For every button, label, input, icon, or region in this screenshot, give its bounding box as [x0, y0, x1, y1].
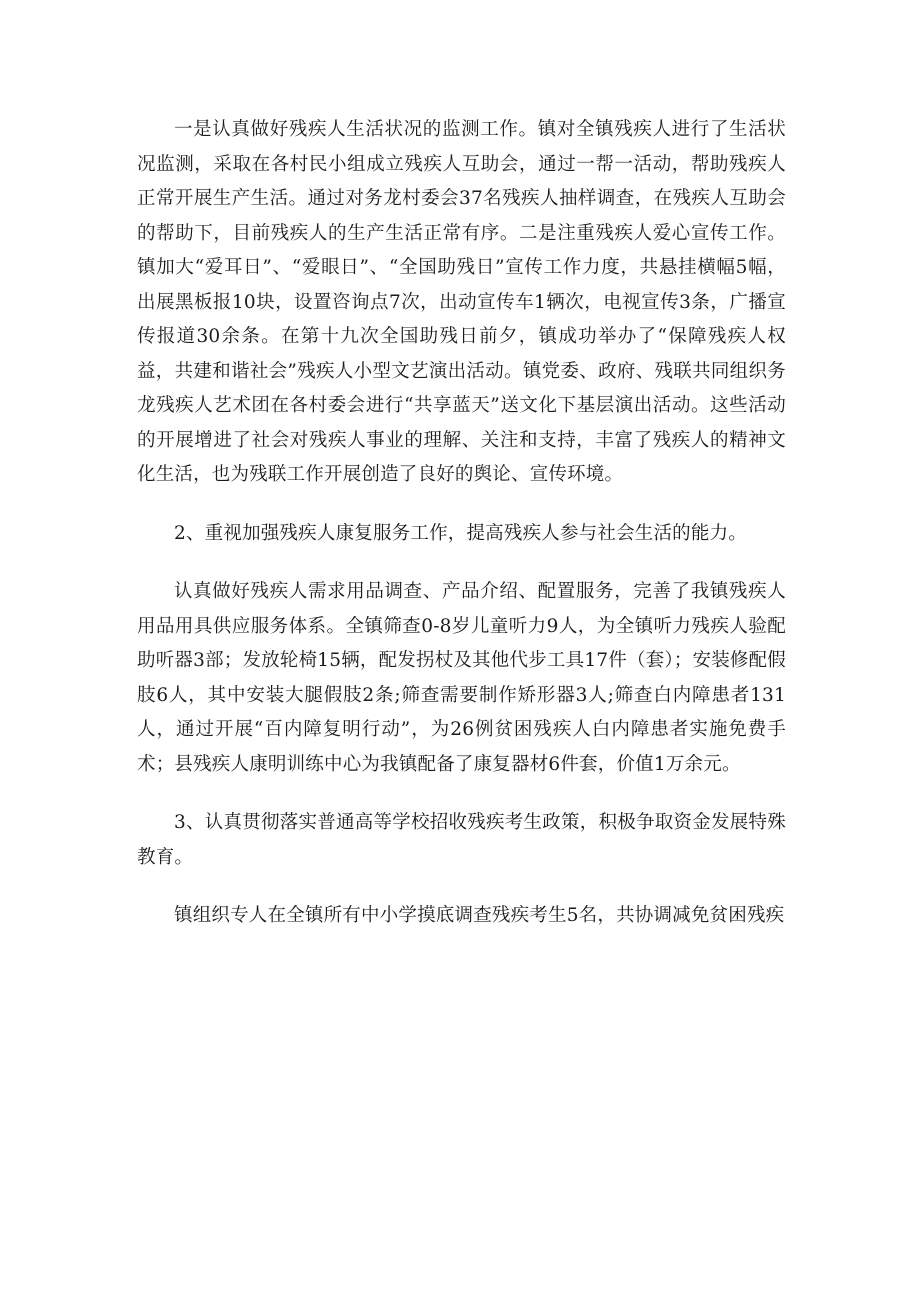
paragraph-education-survey: 镇组织专人在全镇所有中小学摸底调查残疾考生5名，共协调减免贫困残疾 [174, 905, 785, 926]
paragraph-monitoring-and-publicity: 一是认真做好残疾人生活状况的监测工作。镇对全镇残疾人进行了生活状况监测，采取在各村民小组成立残疾人互助会，通过一帮一活动，帮助残疾人正常开展生产生活。通过对务龙村委会37名残疾人抽样调查，在残疾人互助会的帮助下，目前残疾人的生产生活正常有序。二是注重残疾人爱心宣传工作。镇加大“爱耳日”、“爱眼日”、“全国助残日”宣传工作力度，共悬挂横幅5幅，出展黑板报10块，设置咨询点7次，出动宣传车1辆次，电视宣传3条，广播宣传报道30余条。在第十九次全国助残日前夕，镇成功举办了“保障残疾人权益，共建和谐社会”残疾人小型文艺演出活动。镇党委、政府、残联共同组织务龙残疾人艺术团在各村委会进行“共享蓝天”送文化下基层演出活动。这些活动的开展增进了社会对残疾人事业的理解、关注和支持，丰富了残疾人的精神文化生活，也为残联工作开展创造了良好的舆论、宣传环境。 [137, 119, 786, 485]
section-heading-education: 3、认真贯彻落实普通高等学校招收残疾考生政策，积极争取资金发展特殊教育。 [137, 812, 786, 868]
paragraph-rehabilitation-services: 认真做好残疾人需求用品调查、产品介绍、配置服务，完善了我镇残疾人用品用具供应服务体系。全镇筛查0-8岁儿童听力9人，为全镇听力残疾人验配助听器3部；发放轮椅15辆，配发拐杖及其他代步工具17件（套）；安装修配假肢6人，其中安装大腿假肢2条;筛查需要制作矫形器3人;筛查白内障患者131人，通过开展“百内障复明行动”，为26例贫困残疾人白内障患者实施免费手术；县残疾人康明训练中心为我镇配备了康复器材6件套，价值1万余元。 [137, 581, 787, 775]
section-heading-rehabilitation: 2、重视加强残疾人康复服务工作，提高残疾人参与社会生活的能力。 [174, 522, 747, 544]
document-body [137, 113, 786, 934]
